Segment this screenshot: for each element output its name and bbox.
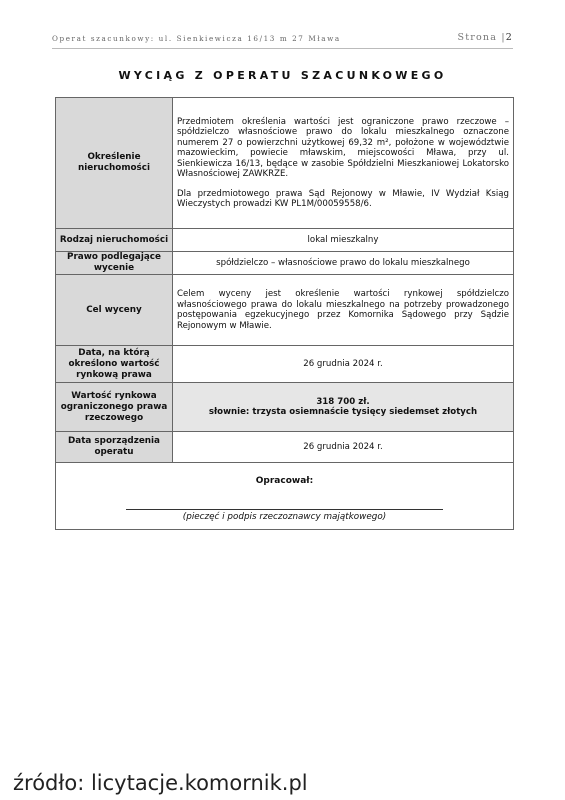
table-row: [56, 346, 514, 383]
page-indicator: [458, 32, 513, 43]
report-date-value: 26 grudnia 2024 r.: [173, 432, 514, 463]
document-header-title: Operat szacunkowy: ul. Sienkiewicza 16/13 m 27 Mława: [52, 34, 341, 43]
valuation-purpose-value: Celem wyceny jest określenie wartości rynkowej spółdzielczo własnościowego prawa do lokalu mieszkalnego na potrzeby prowadzonego postępowania egzekucyjnego przez Komornika Sądowego przy Sądzie Rejonowym w Mławie.: [173, 275, 514, 346]
table-row: [56, 229, 514, 252]
page-number: 2: [505, 32, 513, 43]
table-row: [56, 98, 514, 229]
property-description-label: Określenie nieruchomości: [56, 98, 173, 229]
prepared-by-label: Opracował:: [255, 476, 314, 486]
signature-cell: [56, 463, 514, 530]
market-value-cell: [173, 383, 514, 432]
table-row: [56, 463, 514, 530]
property-description-para2: Dla przedmiotowego prawa Sąd Rejonowy w Mławie, IV Wydział Ksiąg Wieczystych prowadzi KW PL1M/00059558/6.: [177, 188, 509, 209]
valued-right-value: spółdzielczo – własnościowe prawo do lokalu mieszkalnego: [173, 252, 514, 275]
page-header: [52, 34, 513, 49]
page-label: Strona: [457, 32, 498, 43]
page-separator: |: [501, 32, 506, 43]
property-type-value: lokal mieszkalny: [173, 229, 514, 252]
report-date-label: Data sporządzenia operatu: [56, 432, 173, 463]
valuation-purpose-label: Cel wyceny: [56, 275, 173, 346]
table-row: [56, 275, 514, 346]
document-title: WYCIĄG Z OPERATU SZACUNKOWEGO: [118, 69, 447, 82]
market-value-amount: 318 700 zł.: [316, 396, 370, 407]
signature-line: [126, 509, 443, 510]
valuation-date-value: 26 grudnia 2024 r.: [173, 346, 514, 383]
valuation-date-label: Data, na którą określono wartość rynkową prawa: [56, 346, 173, 383]
table-row: [56, 383, 514, 432]
market-value-label: Wartość rynkowa ograniczonego prawa rzeczowego: [56, 383, 173, 432]
source-caption: źródło: licytacje.komornik.pl: [13, 771, 308, 795]
valued-right-label: Prawo podlegające wycenie: [56, 252, 173, 275]
signature-caption: (pieczęć i podpis rzeczoznawcy majątkowego): [182, 512, 387, 522]
table-row: [56, 432, 514, 463]
property-type-label: Rodzaj nieruchomości: [56, 229, 173, 252]
valuation-summary-table: [55, 97, 514, 530]
table-row: [56, 252, 514, 275]
property-description-para1: Przedmiotem określenia wartości jest ograniczone prawo rzeczowe – spółdzielczo własnościowe prawo do lokalu mieszkalnego oznaczone numerem 27 o powierzchni użytkowej 69,32 m², położone w województwie mazowieckim, powiecie mławskim, miejscowości Mława, przy ul. Sienkiewicza 16/13, będące w zasobie Spółdzielni Mieszkaniowej Lokatorsko Własnościowej ZAWKRZE.: [177, 116, 509, 179]
market-value-words: słownie: trzysta osiemnaście tysięcy siedemset złotych: [208, 407, 478, 417]
property-description-value: [173, 98, 514, 229]
